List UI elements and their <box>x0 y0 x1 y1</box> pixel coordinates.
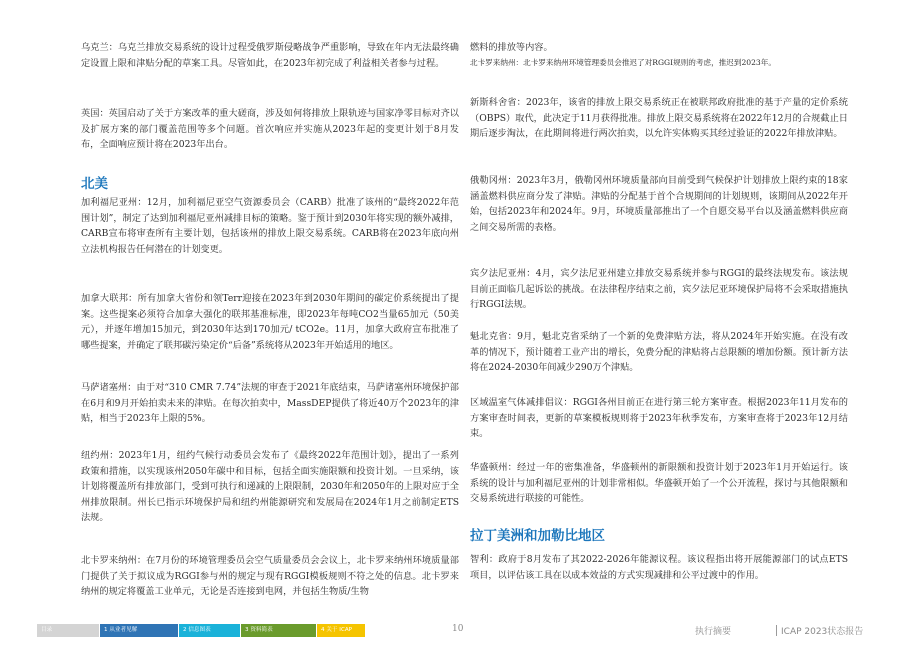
heading-latin-america: 拉丁美洲和加勒比地区 <box>470 528 605 544</box>
footer-tab-about-icap[interactable]: 4 关于 ICAP <box>317 624 365 637</box>
paragraph-quebec: 魁北克省：9月，魁北克省采纳了一个新的免费津贴方法，将从2024年开始实施。在没有改革的情况下，预计随着工业产出的增长，免费分配的津贴将占总限额的增加份额。预计新方法将在2024-2030年间减少290万个津贴。 <box>470 331 848 374</box>
paragraph-massachusetts: 马萨诸塞州：由于对“310 CMR 7.74”法规的审查于2021年底结束，马萨诸塞州环境保护部在6月和9月开始拍卖未来的津贴。在每次拍卖中，MassDEP提供了将近40万个2023年的津贴，相当于2023年上限的5%。 <box>81 382 459 425</box>
paragraph-north-carolina: 北卡罗来纳州：在7月份的环境管理委员会空气质量委员会会议上，北卡罗来纳州环境质量部门提供了关于拟议成为RGGI参与州的规定与现有RGGI模板规则不符之处的信息。北卡罗来纳州的规定将覆盖工业单元，无论是否连接到电网，并包括生物质/生物 <box>81 555 459 598</box>
paragraph-north-carolina-note: 北卡罗来纳州：北卡罗来纳州环境管理委员会推迟了对RGGI规则的考虑，推迟到2023年。 <box>470 58 776 67</box>
footer-tab-factsheets[interactable]: 3 资料简表 <box>241 624 316 637</box>
paragraph-continued: 燃料的排放等内容。 <box>470 42 553 53</box>
footer-divider <box>776 625 777 636</box>
footer-section-title: 执行摘要 <box>695 627 732 637</box>
footer-tab-practitioner-insights[interactable]: 1 从业者见解 <box>100 624 178 637</box>
paragraph-california: 加利福尼亚州：12月，加利福尼亚空气资源委员会（CARB）批准了该州的“最终2022年范围计划”，制定了达到加利福尼亚州减排目标的策略。鉴于预计到2030年将实现的额外减排，CARB宣布将审查所有主要计划，包括该州的排放上限交易系统。CARB将在2023年底向州立法机构报告任何潜在的计划变更。 <box>81 197 459 255</box>
footer-tab-contents[interactable]: 目录 <box>37 624 99 637</box>
paragraph-uk: 英国：英国启动了关于方案改革的重大磋商，涉及如何将排放上限轨迹与国家净零目标对齐以及扩展方案的部门覆盖范围等多个问题。首次响应并实施从2023年起的变更计划于8月发布，全面响应预计将在2023年出台。 <box>81 108 459 151</box>
paragraph-pennsylvania: 宾夕法尼亚州：4月，宾夕法尼亚州建立排放交易系统并参与RGGI的最终法规发布。该法规目前正面临几起诉讼的挑战。在法律程序结束之前，宾夕法尼亚环境保护局将不会采取措施执行RGGI法规。 <box>470 268 848 311</box>
footer-tab-infographics[interactable]: 2 信息图表 <box>179 624 240 637</box>
paragraph-nova-scotia: 新斯科舍省：2023年，该省的排放上限交易系统正在被联邦政府批准的基于产量的定价系统（OBPS）取代，此决定于11月获得批准。排放上限交易系统将在2022年12月的合规截止日期后逐步淘汰，在此期间将进行两次拍卖，以允许实体购买其经过验证的2022年排放津贴。 <box>470 97 848 140</box>
paragraph-washington: 华盛顿州：经过一年的密集准备，华盛顿州的新限额和投资计划于2023年1月开始运行。该系统的设计与加利福尼亚州的计划非常相似。华盛顿开始了一个公开流程，探讨与其他限额和交易系统进行联接的可能性。 <box>470 462 848 505</box>
page-number: 10 <box>452 624 464 634</box>
paragraph-chile: 智利：政府于8月发布了其2022-2026年能源议程。该议程指出将开展能源部门的试点ETS项目，以评估该工具在以成本效益的方式实现减排和公平过渡中的作用。 <box>470 554 848 581</box>
paragraph-new-york: 纽约州：2023年1月，纽约气候行动委员会发布了《最终2022年范围计划》，提出了一系列政策和措施，以实现该州2050年碳中和目标，包括全面实施限额和投资计划。一旦采纳，该计划将覆盖所有排放部门，受到可执行和递减的上限限制，2030年和2050年的上限对应于全州排放限制。州长已指示环境保护局和纽约州能源研究和发展局在2024年1月之前制定ETS法规。 <box>81 450 459 524</box>
paragraph-oregon: 俄勒冈州：2023年3月，俄勒冈州环境质量部向目前受到气候保护计划排放上限约束的18家涵盖燃料供应商分发了津贴。津贴的分配基于首个合规期间的计划规则，该期间从2022年开始，包括2023年和2024年。9月，环境质量部推出了一个自愿交易平台以及涵盖燃料供应商之间交易所需的表格。 <box>470 175 848 233</box>
footer-report-title: ICAP 2023状态报告 <box>781 627 864 637</box>
paragraph-canada: 加拿大联邦：所有加拿大省份和领Terr迎接在2023年到2030年期间的碳定价系统提出了提案。这些提案必须符合加拿大强化的联邦基准标准，即2023年每吨CO2当量65加元（50美元），并逐年增加15加元，到2030年达到170加元/ tCO2e。11月，加拿大政府宣布批准了哪些提案，并确定了联邦碳污染定价“后备”系统将从2023年开始适用的地区。 <box>81 293 459 351</box>
paragraph-ukraine: 乌克兰：乌克兰排放交易系统的设计过程受俄罗斯侵略战争严重影响，导致在年内无法最终确定设置上限和津贴分配的草案工具。尽管如此，在2023年初完成了利益相关者参与过程。 <box>81 42 459 69</box>
paragraph-rggi: 区域温室气体减排倡议：RGGI各州目前正在进行第三轮方案审查。根据2023年11月发布的方案审查时间表，更新的草案模板规则将于2023年秋季发布，方案审查将于2023年12月结束。 <box>470 397 848 440</box>
footer <box>0 622 920 642</box>
heading-north-america: 北美 <box>81 176 108 192</box>
